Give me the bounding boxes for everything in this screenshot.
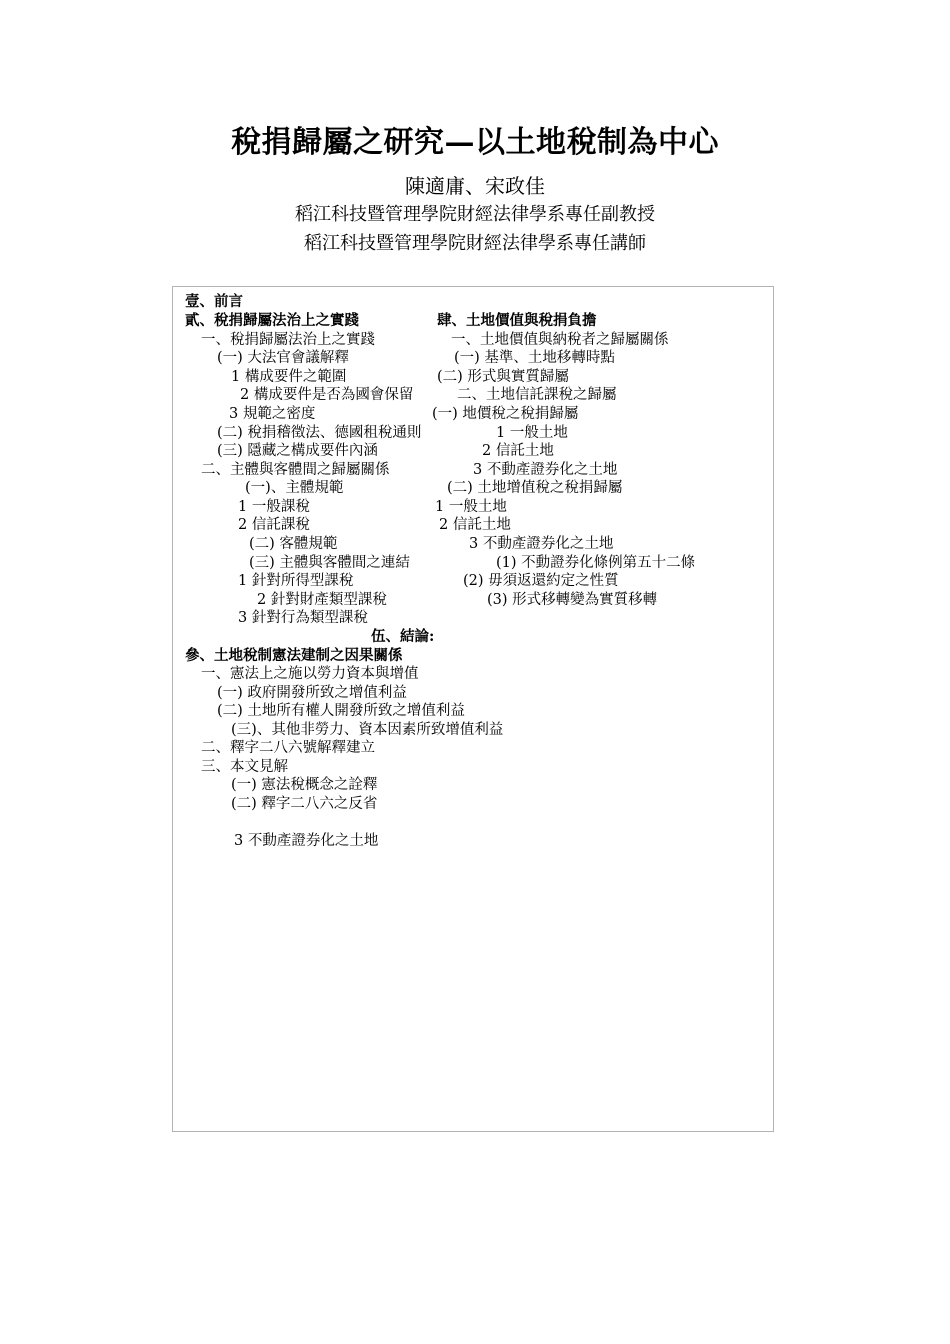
- toc-heading-2: 貳、稅捐歸屬法治上之實踐: [185, 312, 359, 329]
- toc-heading-1: 壹、前言: [185, 293, 243, 310]
- toc-entry: 二、主體與客體間之歸屬關係: [201, 462, 390, 478]
- toc-entry: 一、憲法上之施以勞力資本與增值: [201, 666, 419, 682]
- toc-entry: 2 信託課稅: [238, 517, 310, 533]
- toc-entry: 2 構成要件是否為國會保留: [240, 387, 414, 403]
- toc-heading-3: 參、土地稅制憲法建制之因果關係: [185, 647, 403, 664]
- toc-entry: 2 信託土地: [439, 517, 511, 533]
- toc-entry: 一、土地價值與納稅者之歸屬關係: [451, 332, 669, 348]
- toc-entry: 3 不動產證券化之土地: [234, 833, 379, 849]
- toc-entry: 二、釋字二八六號解釋建立: [201, 740, 375, 756]
- toc-entry: (一) 大法官會議解釋: [217, 350, 349, 366]
- paper-title: 稅捐歸屬之研究—以土地稅制為中心: [231, 125, 719, 160]
- toc-entry: (二) 稅捐稽徵法、德國租稅通則: [217, 425, 422, 441]
- toc-heading-5: 伍、結論:: [371, 628, 435, 645]
- toc-entry: 1 一般土地: [435, 499, 507, 515]
- toc-entry: (一) 基準、土地移轉時點: [454, 350, 615, 366]
- toc-entry: (二) 客體規範: [249, 536, 338, 552]
- toc-entry: (一) 憲法稅概念之詮釋: [231, 777, 378, 793]
- toc-entry: 2 信託土地: [482, 443, 554, 459]
- toc-entry: 1 構成要件之範圍: [231, 369, 347, 385]
- toc-entry: 2 針對財產類型課稅: [257, 592, 387, 608]
- toc-entry: 3 規範之密度: [229, 406, 316, 422]
- toc-entry: (二) 土地所有權人開發所致之增值利益: [217, 703, 465, 719]
- toc-entry: 3 不動產證券化之土地: [469, 536, 614, 552]
- toc-entry: (三) 主體與客體間之連結: [249, 555, 410, 571]
- toc-entry: 3 不動產證券化之土地: [473, 462, 618, 478]
- author-affiliation-2: 稻江科技暨管理學院財經法律學系專任講師: [304, 233, 646, 254]
- table-of-contents: [172, 286, 774, 1132]
- toc-entry: 3 針對行為類型課稅: [238, 610, 368, 626]
- toc-heading-4: 肆、土地價值與稅捐負擔: [437, 312, 597, 329]
- toc-entry: (1) 不動證券化條例第五十二條: [496, 555, 696, 571]
- toc-entry: (一) 政府開發所致之增值利益: [217, 685, 407, 701]
- toc-entry: (三)、其他非勞力、資本因素所致增值利益: [231, 722, 504, 738]
- toc-entry: (2) 毋須返還約定之性質: [463, 573, 619, 589]
- toc-entry: 一、稅捐歸屬法治上之實踐: [201, 332, 375, 348]
- toc-entry: 1 一般課稅: [238, 499, 310, 515]
- toc-entry: (一)、主體規範: [245, 480, 344, 496]
- toc-entry: (二) 形式與實質歸屬: [437, 369, 569, 385]
- toc-entry: 三、本文見解: [201, 759, 288, 775]
- toc-entry: (二) 土地增值稅之稅捐歸屬: [447, 480, 623, 496]
- toc-entry: 二、土地信託課稅之歸屬: [457, 387, 617, 403]
- toc-entry: (一) 地價稅之稅捐歸屬: [432, 406, 579, 422]
- toc-entry: (三) 隱藏之構成要件內涵: [217, 443, 378, 459]
- paper-authors: 陳適庸、宋政佳: [405, 174, 545, 198]
- toc-entry: 1 一般土地: [496, 425, 568, 441]
- toc-entry: (3) 形式移轉變為實質移轉: [487, 592, 658, 608]
- toc-entry: (二) 釋字二八六之反省: [231, 796, 378, 812]
- author-affiliation-1: 稻江科技暨管理學院財經法律學系專任副教授: [295, 204, 655, 225]
- toc-entry: 1 針對所得型課稅: [238, 573, 354, 589]
